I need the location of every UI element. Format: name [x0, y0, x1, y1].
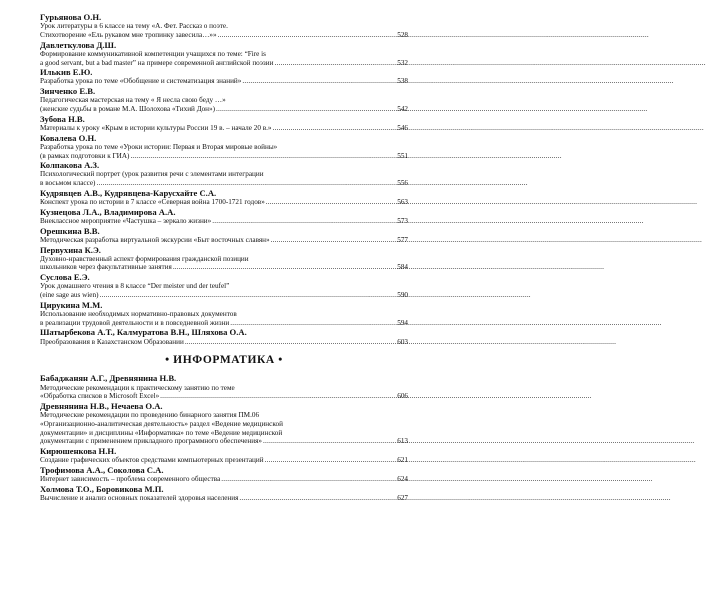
- page-number: 627: [397, 493, 408, 502]
- entry-title-row: [40, 59, 408, 68]
- entry-title-row: [40, 124, 408, 133]
- dot-leader: [130, 152, 396, 161]
- entry-title-row: [40, 105, 408, 114]
- entry-title-line: в восьмом классе): [40, 179, 96, 188]
- entry-title-line: «Организационно-аналитическая деятельность» раздел «Ведение медицинской: [40, 419, 283, 428]
- page-number: 621: [397, 456, 408, 465]
- entry-title-row: [40, 456, 408, 465]
- entry-title-line: документации с применением прикладного программного обеспечения»: [40, 437, 263, 446]
- entry-author: Древнянина Н.В., Нечаева О.А.: [40, 400, 163, 411]
- dot-leader: [239, 494, 396, 503]
- page-number: 624: [397, 475, 408, 484]
- page-number: 528: [397, 30, 408, 39]
- entry-title-line: Формирование коммуникативной компетенции учащихся по теме: “Fire is: [40, 49, 266, 58]
- dot-leader: [266, 198, 396, 207]
- entry-author: Суслова Е.Э.: [40, 272, 90, 283]
- toc-entry: [40, 188, 408, 207]
- dot-leader: [99, 291, 396, 300]
- entry-author: Шатырбекова А.Т., Калмуратова В.Н., Шляхова О.А.: [40, 327, 247, 338]
- toc-entry: [40, 446, 408, 465]
- dot-leader: [160, 392, 396, 401]
- dot-leader: [242, 77, 396, 86]
- entry-title-row: [40, 31, 408, 40]
- entry-title-line: «Обработка списков в Microsoft Excel»: [40, 392, 160, 401]
- entry-title-line: (eine sage aus wien): [40, 291, 99, 300]
- page-number: 577: [397, 235, 408, 244]
- entry-title-line: Использование необходимых нормативно-правовых документов: [40, 310, 237, 318]
- entry-title-line: Урок домашнего чтения в 8 классе “Der meister und der teufel”: [40, 282, 230, 291]
- entry-title-row: [40, 236, 408, 245]
- page-number: 532: [397, 58, 408, 67]
- entry-author: Холмова Т.О., Боровикова М.П.: [40, 483, 164, 494]
- entry-author: Колпакова А.З.: [40, 160, 100, 171]
- table-of-contents: [40, 12, 408, 503]
- entry-title-line: Урок литературы в 6 классе на тему «А. Фет. Рассказ о поэте.: [40, 22, 228, 31]
- page-number: 538: [397, 77, 408, 86]
- entry-author: Орешкина В.В.: [40, 225, 100, 236]
- toc-entry: [40, 272, 408, 300]
- entry-title-row: [40, 291, 408, 300]
- entry-author: Зинченко Е.В.: [40, 86, 96, 97]
- entry-author: Зубова Н.В.: [40, 113, 85, 124]
- dot-leader: [273, 124, 397, 133]
- entry-title-line: Разработка урока по теме «Обобщение и систематизация знаний»: [40, 77, 242, 86]
- toc-list-bottom: [40, 373, 408, 502]
- toc-entry: [40, 114, 408, 133]
- entry-title-line: школьников через факультативные занятия: [40, 263, 172, 272]
- dot-leader: [173, 263, 396, 272]
- entry-title-line: Создание графических объектов средствами компьютерных презентаций: [40, 456, 264, 465]
- page-number: 603: [397, 337, 408, 346]
- dot-leader: [218, 31, 397, 40]
- entry-title-line: (женские судьбы в романе М.А. Шолохова «Тихий Дон»): [40, 105, 216, 114]
- entry-author: Гурьянова О.Н.: [40, 12, 102, 22]
- dot-leader: [216, 105, 396, 114]
- entry-title-row: [40, 198, 408, 207]
- page-number: 606: [397, 392, 408, 401]
- dot-leader: [263, 437, 396, 446]
- toc-entry: [40, 67, 408, 86]
- entry-title-line: в реализации трудовой деятельности и в повседневной жизни: [40, 318, 230, 327]
- entry-title-line: Методические рекомендации по проведению бинарного занятия ПМ.06: [40, 411, 260, 420]
- page-number: 556: [397, 179, 408, 188]
- entry-title-row: [40, 263, 408, 272]
- entry-title-row: [40, 392, 408, 401]
- entry-title-row: [40, 338, 408, 347]
- toc-entry: [40, 133, 408, 161]
- entry-title-row: [40, 494, 408, 503]
- page-number: 573: [397, 216, 408, 225]
- toc-entry: [40, 245, 408, 273]
- entry-title-line: Педагогическая мастерская на тему « Я несла свою беду …»: [40, 96, 226, 105]
- entry-author: Ковалева О.Н.: [40, 132, 97, 143]
- page-number: 551: [397, 151, 408, 160]
- entry-author: Кудрявцев А.В., Кудрявцева-Карусхайте С.А.: [40, 187, 217, 198]
- toc-entry: [40, 373, 408, 401]
- page-number: 590: [397, 291, 408, 300]
- entry-title-row: [40, 319, 408, 328]
- page-number: 613: [397, 437, 408, 446]
- entry-author: Кирюшенкова Н.Н.: [40, 445, 117, 456]
- entry-title-line: документации» и дисциплины «Информатика» по теме «Ведение медицинской: [40, 428, 283, 437]
- page-number: 563: [397, 198, 408, 207]
- entry-title-line: Вычисление и анализ основных показателей здоровья населения: [40, 493, 239, 502]
- dot-leader: [96, 179, 396, 188]
- toc-entry: [40, 300, 408, 328]
- entry-author: Бабаджанян А.Г., Древнянина Н.В.: [40, 373, 177, 384]
- entry-title-row: [40, 475, 408, 484]
- dot-leader: [274, 59, 396, 68]
- entry-author: Первухина К.Э.: [40, 244, 101, 255]
- entry-title-line: Материалы к уроку «Крым в истории культуры России 19 в. – начале 20 в.»: [40, 123, 272, 132]
- toc-entry: [40, 327, 408, 346]
- toc-entry: [40, 207, 408, 226]
- entry-title-row: [40, 437, 408, 446]
- entry-author: Цирукина М.М.: [40, 299, 103, 310]
- entry-author: Илькив Е.Ю.: [40, 67, 93, 78]
- toc-entry: [40, 226, 408, 245]
- entry-title-row: [40, 217, 408, 226]
- section-title: • ИНФОРМАТИКА •: [165, 354, 283, 367]
- dot-leader: [212, 217, 396, 226]
- entry-title-line: Методическая разработка виртуальной экскурсии «Быт восточных славян»: [40, 235, 270, 244]
- entry-title-line: Внеклассное мероприятие «Частушка – зеркало жизни»: [40, 216, 212, 225]
- entry-title-row: [40, 152, 408, 161]
- entry-author: Давлеткулова Д.Ш.: [40, 39, 117, 50]
- entry-title-line: Психологический портрет (урок развития речи с элементами интеграции: [40, 170, 264, 179]
- entry-title-line: Преобразования в Казахстанском Образовании: [40, 337, 184, 346]
- page-number: 594: [397, 318, 408, 327]
- entry-title-line: Методические рекомендации к практическому занятию по теме: [40, 383, 235, 392]
- entry-author: Трофимова А.А., Соколова С.А.: [40, 464, 164, 475]
- entry-author: Кузнецова Л.А., Владимирова А.А.: [40, 206, 176, 217]
- toc-entry: [40, 86, 408, 114]
- entry-title-row: [40, 179, 408, 188]
- page-number: 542: [397, 105, 408, 114]
- dot-leader: [271, 236, 397, 245]
- dot-leader: [221, 475, 396, 484]
- dot-leader: [185, 338, 396, 347]
- entry-title-line: Интернет зависимость – проблема современного общества: [40, 475, 221, 484]
- toc-entry: [40, 40, 408, 68]
- entry-title-row: [40, 77, 408, 86]
- toc-entry: [40, 12, 408, 40]
- dot-leader: [265, 456, 397, 465]
- entry-title-line: Духовно-нравственный аспект формирования гражданской позиции: [40, 254, 249, 263]
- toc-entry: [40, 160, 408, 188]
- entry-title-line: Разработка урока по теме «Уроки истории: Первая и Вторая мировые войны»: [40, 142, 278, 151]
- toc-entry: [40, 484, 408, 503]
- page-number: 546: [397, 123, 408, 132]
- entry-title-line: a good servant, but a bad master” на примере современной английской поэзии: [40, 58, 274, 67]
- entry-title-line: (в рамках подготовки к ГИА): [40, 151, 130, 160]
- page-number: 584: [397, 263, 408, 272]
- toc-list-top: [40, 12, 408, 346]
- entry-title-line: Стихотворение «Ель рукавом мне тропинку завесила…»»: [40, 30, 217, 39]
- entry-title-line: Конспект урока по истории в 7 классе «Северная война 1700-1721 годов»: [40, 198, 265, 207]
- toc-entry: [40, 401, 408, 446]
- toc-entry: [40, 465, 408, 484]
- dot-leader: [230, 319, 396, 328]
